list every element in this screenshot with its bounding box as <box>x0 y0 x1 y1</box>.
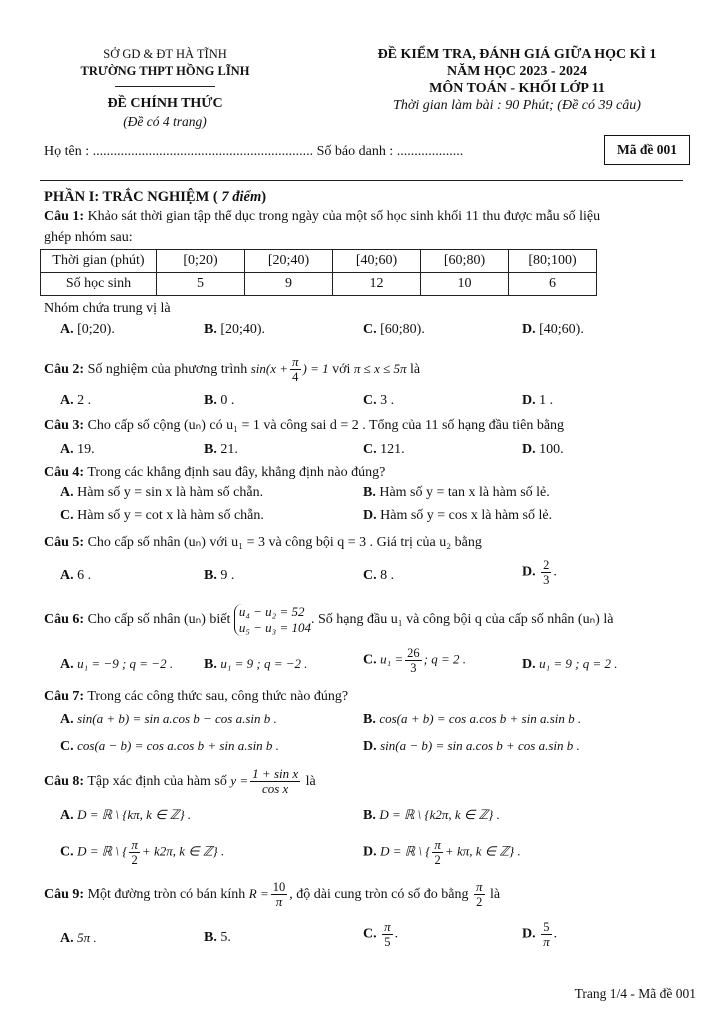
q1-question: Nhóm chứa trung vị là <box>44 301 171 316</box>
q6-option-d[interactable]: D. u₁ = 9 ; q = 2 . <box>522 656 618 672</box>
q6-option-c[interactable]: C. u₁ = $\frac{26}{3}$ ; q = 2 . <box>363 646 467 675</box>
data-table <box>40 249 597 296</box>
q6-option-a[interactable]: A. u₁ = −9 ; q = −2 . <box>60 656 174 672</box>
q7-text: Câu 7: Trong các công thức sau, công thức nào đúng? <box>44 689 349 704</box>
q8-option-d[interactable]: D. D = ℝ \ { $\frac{\pi}{2}$ + kπ, k ∈ ℤ} . <box>363 837 521 867</box>
q5-option-b[interactable]: B. 9 . <box>204 568 235 583</box>
fraction: $\frac{26}{3}$ <box>407 646 420 675</box>
q2-text: Câu 2: Số nghiệm của phương trình sin(x + $\frac{\pi}{4}$ ) = 1 với π ≤ x ≤ 5π là <box>44 354 421 385</box>
fraction: $\frac{\pi}{4}$ <box>292 354 299 385</box>
q9-option-b[interactable]: B. 5. <box>204 930 231 945</box>
q9-option-c[interactable]: C. $\frac{\pi}{5}$ . <box>363 919 399 949</box>
table-cell: [0;20) <box>157 250 245 273</box>
subject: MÔN TOÁN - KHỐI LỚP 11 <box>429 81 605 96</box>
q1-option-a[interactable]: A. [0;20). <box>60 322 115 337</box>
part1-points: 7 điểm <box>221 189 262 205</box>
q1-option-b[interactable]: B. [20;40). <box>204 322 266 337</box>
q1-text: Câu 1: Khảo sát thời gian tập thể dục trong ngày của một số học sinh khối 11 thu được mẫu số liệu <box>44 209 601 224</box>
table-row <box>41 250 597 273</box>
q8-option-b[interactable]: B. D = ℝ \ {k2π, k ∈ ℤ} . <box>363 807 500 823</box>
q8-option-a[interactable]: A. D = ℝ \ {kπ, k ∈ ℤ} . <box>60 807 192 823</box>
q1-text-2: ghép nhóm sau: <box>44 230 133 245</box>
q3-option-d[interactable]: D. 100. <box>522 442 564 457</box>
table-cell: 12 <box>333 273 421 296</box>
fraction: $\frac{2}{3}$ <box>543 558 550 587</box>
equation-system: u₄ − u₂ = 52 u₅ − u₃ = 104 <box>234 604 311 636</box>
school-name: TRƯỜNG THPT HỒNG LĨNH <box>80 64 250 78</box>
candidate-number-field: Số báo danh : ................... <box>316 144 464 159</box>
header-divider <box>40 180 683 181</box>
q7-option-b[interactable]: B. cos(a + b) = cos a.cos b + sin a.sin b . <box>363 711 582 727</box>
table-cell: [60;80) <box>421 250 509 273</box>
row-header: Số học sinh <box>41 273 157 296</box>
q5-option-d[interactable]: D. $\frac{2}{3}$ . <box>522 558 557 587</box>
table-cell: 9 <box>245 273 333 296</box>
row-header: Thời gian (phút) <box>41 250 157 273</box>
q2-option-d[interactable]: D. 1 . <box>522 393 554 408</box>
q9-option-a[interactable]: A. 5π . <box>60 930 97 946</box>
q4-text: Câu 4: Trong các khẳng định sau đây, khẳng định nào đúng? <box>44 465 386 480</box>
q9-option-d[interactable]: D. $\frac{5}{\pi}$ . <box>522 920 558 949</box>
q5-option-a[interactable]: A. 6 . <box>60 568 92 583</box>
table-cell: 10 <box>421 273 509 296</box>
fraction: $\frac{\text{1 + sin x}}{\text{cos x}}$ <box>252 766 299 797</box>
student-line <box>44 143 463 161</box>
q3-option-b[interactable]: B. 21. <box>204 442 238 457</box>
fraction: $\frac{\pi}{5}$ <box>384 919 391 949</box>
name-field: Họ tên : ............................................................... <box>44 144 314 159</box>
table-cell: [20;40) <box>245 250 333 273</box>
q6-text: Câu 6: Cho cấp số nhân (uₙ) biết u₄ − u₂ = 52 u₅ − u₃ = 104 . Số hạng đầu u₁ và công bội q của cấp số nhân (uₙ) là <box>44 603 614 635</box>
q3-option-c[interactable]: C. 121. <box>363 442 405 457</box>
q4-option-a[interactable]: A. Hàm số y = sin x là hàm số chẵn. <box>60 485 264 500</box>
part1-title: PHẦN I: TRẮC NGHIỆM ( 7 điểm) <box>44 189 267 205</box>
page-count: (Đề có 4 trang) <box>123 114 207 129</box>
q8-text: Câu 8: Tập xác định của hàm số y = $\frac{\text{1 + sin x}}{\text{cos x}}$ là <box>44 766 316 797</box>
q5-option-c[interactable]: C. 8 . <box>363 568 395 583</box>
exam-title: ĐỀ KIỂM TRA, ĐÁNH GIÁ GIỮA HỌC KÌ 1 <box>377 47 657 62</box>
header-left <box>60 46 270 80</box>
q2-option-a[interactable]: A. 2 . <box>60 393 92 408</box>
exam-code: Mã đề 001 <box>604 135 690 165</box>
q4-option-c[interactable]: C. Hàm số y = cot x là hàm số chẵn. <box>60 508 264 523</box>
q4-option-d[interactable]: D. Hàm số y = cos x là hàm số lẻ. <box>363 508 553 523</box>
q7-option-c[interactable]: C. cos(a − b) = cos a.cos b + sin a.sin b . <box>60 738 279 754</box>
fraction: $\frac{10}{\pi}$ <box>272 880 286 910</box>
school-year: NĂM HỌC 2023 - 2024 <box>447 64 587 79</box>
q5-text: Câu 5: Cho cấp số nhân (uₙ) với u₁ = 3 và công bội q = 3 . Giá trị của u₂ bằng <box>44 535 482 550</box>
q4-option-b[interactable]: B. Hàm số y = tan x là hàm số lẻ. <box>363 485 550 500</box>
q3-option-a[interactable]: A. 19. <box>60 442 95 457</box>
fraction: $\frac{\pi}{2}$ <box>131 837 138 867</box>
table-cell: 6 <box>509 273 597 296</box>
official-label: ĐỀ CHÍNH THỨC <box>107 96 223 111</box>
q7-option-a[interactable]: A. sin(a + b) = sin a.cos b − cos a.sin b . <box>60 711 277 727</box>
q1-option-d[interactable]: D. [40;60). <box>522 322 584 337</box>
q7-option-d[interactable]: D. sin(a − b) = sin a.cos b + cos a.sin b . <box>363 738 580 754</box>
q1-option-c[interactable]: C. [60;80). <box>363 322 425 337</box>
exam-time: Thời gian làm bài : 90 Phút; (Đề có 39 câu) <box>393 98 641 113</box>
department: SỞ GD & ĐT HÀ TĨNH <box>103 47 227 61</box>
fraction: $\frac{\pi}{2}$ <box>475 879 483 910</box>
q9-text: Câu 9: Một đường tròn có bán kính R = $\frac{10}{\pi}$ , độ dài cung tròn có số đo bằng $\frac{\pi}{2}$ là <box>44 879 501 910</box>
q2-option-c[interactable]: C. 3 . <box>363 393 395 408</box>
q2-option-b[interactable]: B. 0 . <box>204 393 235 408</box>
header-right <box>352 46 682 114</box>
fraction: $\frac{5}{\pi}$ <box>543 920 550 949</box>
fraction: $\frac{\pi}{2}$ <box>434 837 441 867</box>
table-row <box>41 273 597 296</box>
table-cell: [40;60) <box>333 250 421 273</box>
q8-option-c[interactable]: C. D = ℝ \ { $\frac{\pi}{2}$ + k2π, k ∈ ℤ} . <box>60 837 225 867</box>
table-cell: [80;100) <box>509 250 597 273</box>
divider <box>115 86 215 87</box>
table-cell: 5 <box>157 273 245 296</box>
page-footer: Trang 1/4 - Mã đề 001 <box>574 986 696 1001</box>
q6-option-b[interactable]: B. u₁ = 9 ; q = −2 . <box>204 656 308 672</box>
q3-text: Câu 3: Cho cấp số cộng (uₙ) có u₁ = 1 và công sai d = 2 . Tổng của 11 số hạng đầu tiên bằng <box>44 418 565 433</box>
